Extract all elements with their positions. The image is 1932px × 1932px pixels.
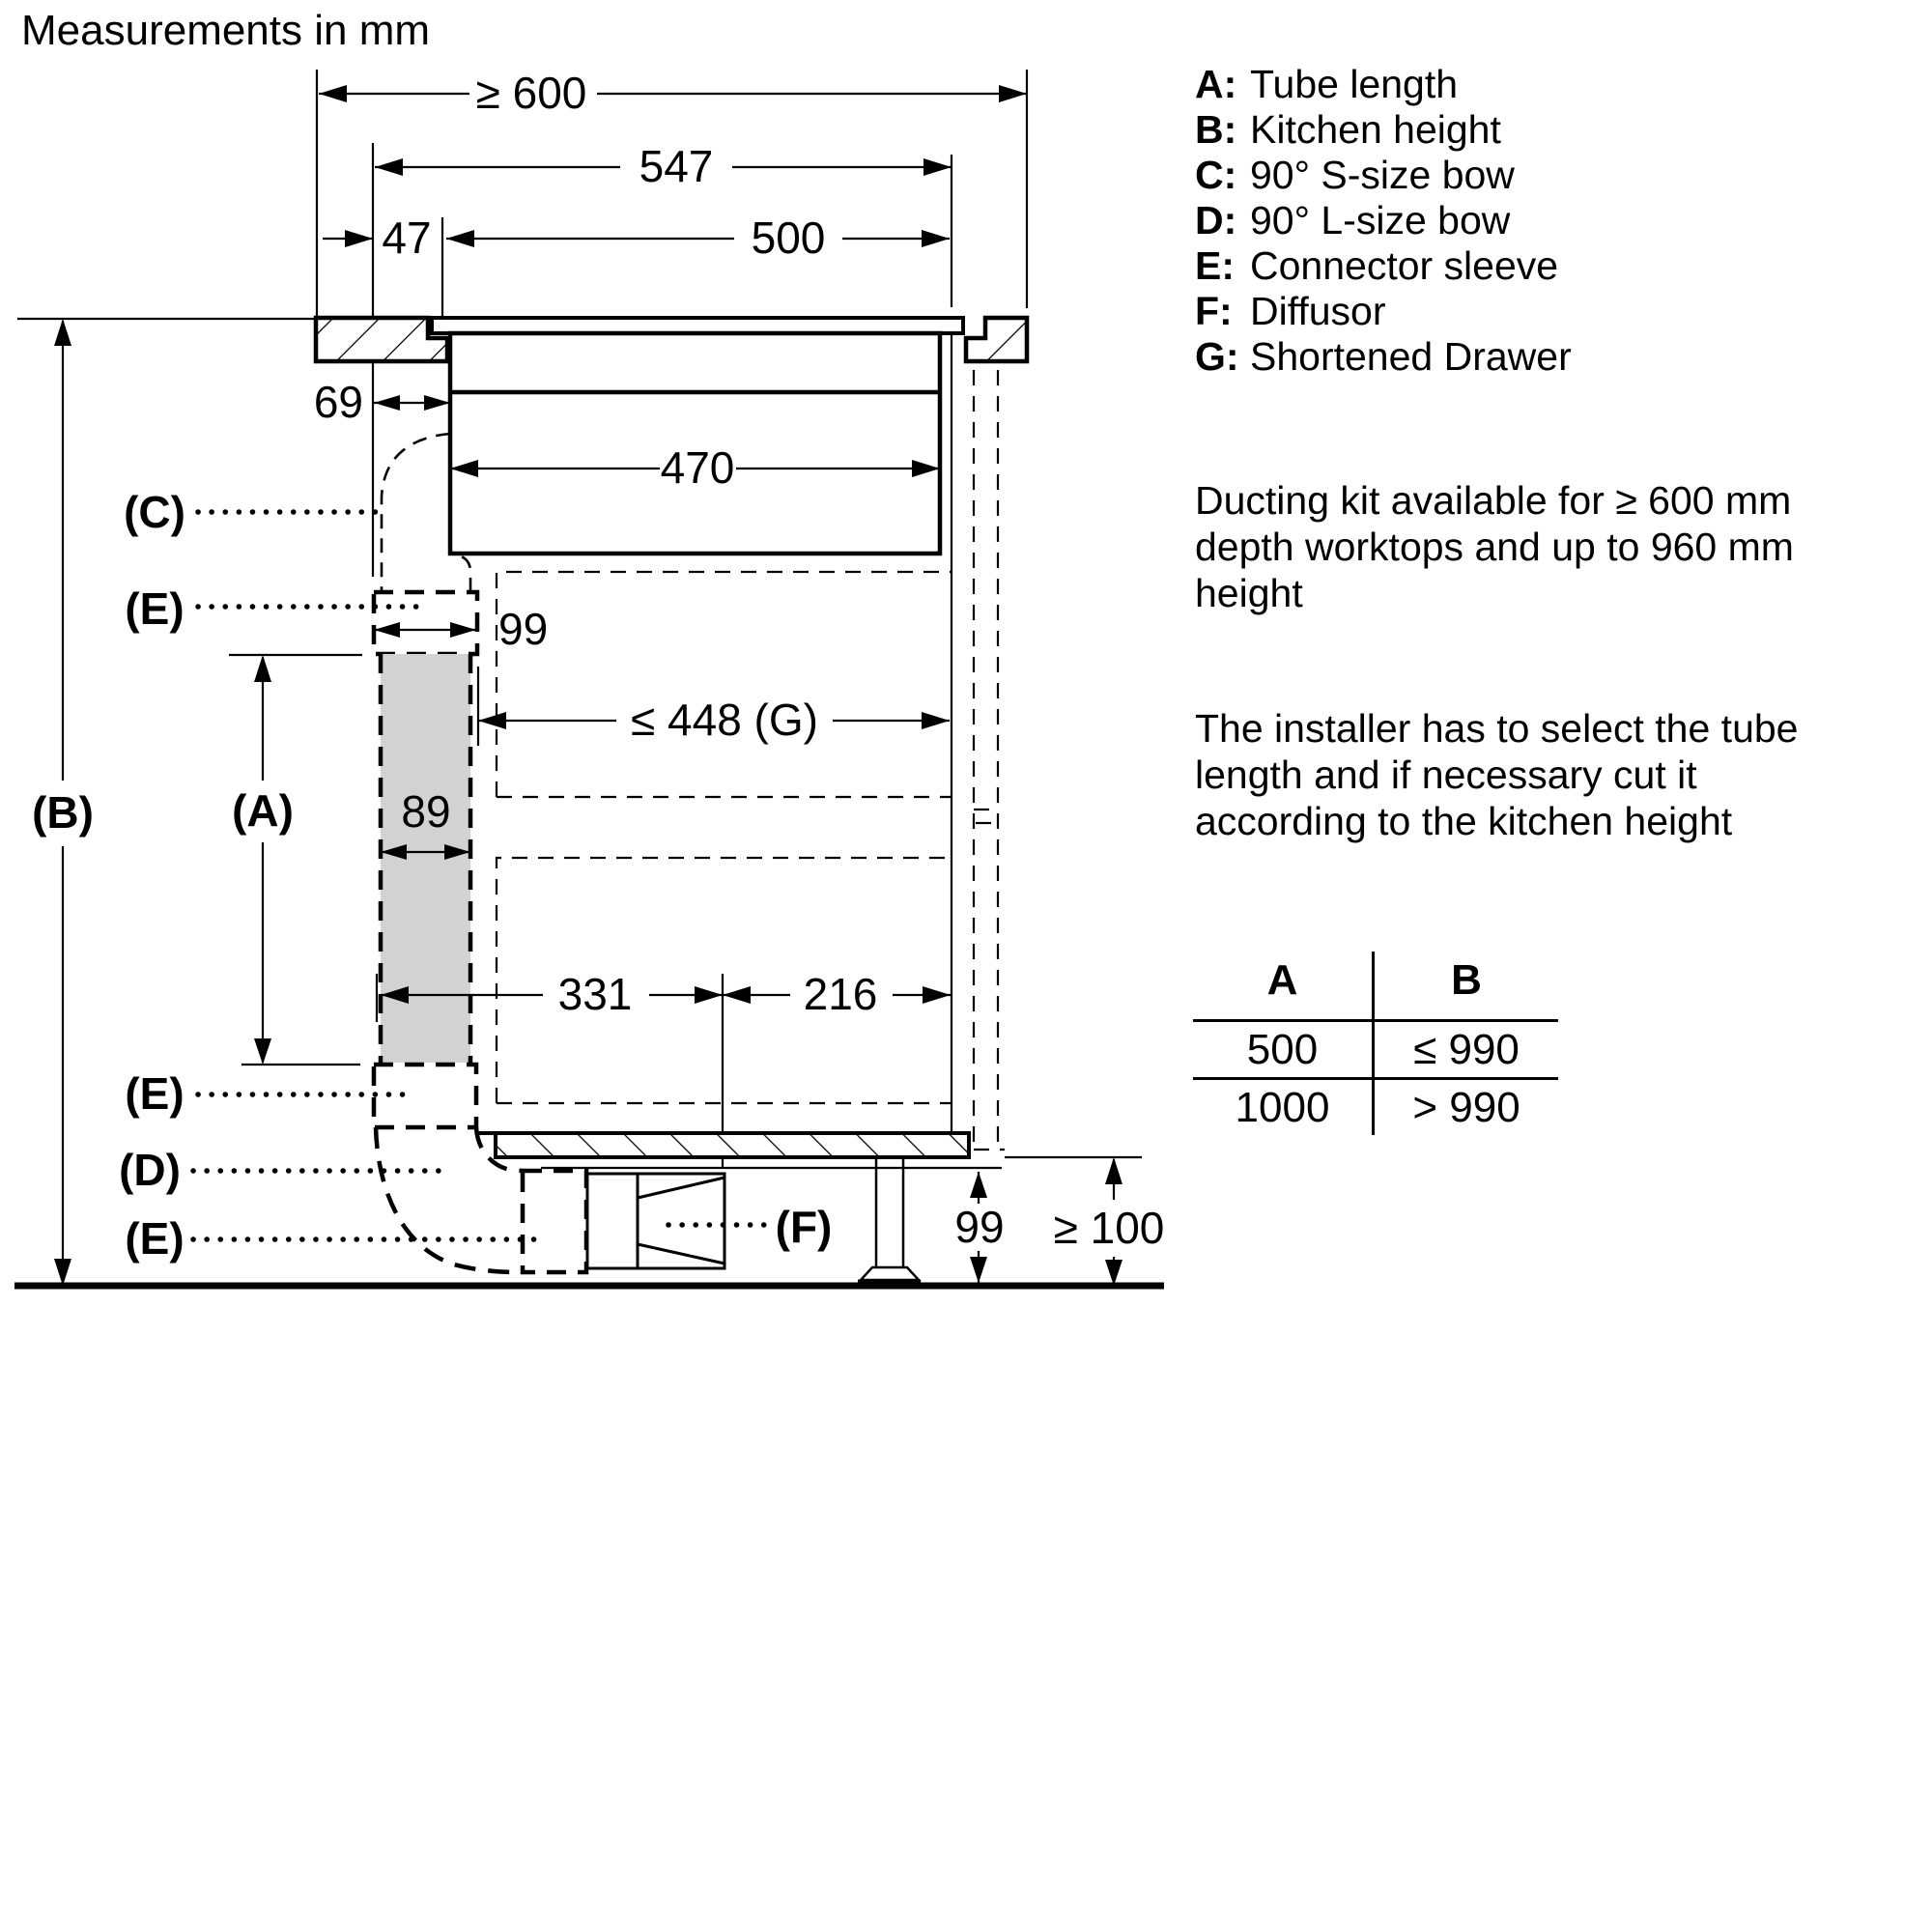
tube-length-table	[1193, 952, 1558, 1135]
legend-item-D: D: 90° L-size bow	[1195, 198, 1511, 242]
drawer-outlines	[497, 572, 952, 1103]
dim-flange-width: 547	[639, 141, 714, 191]
callout-C: (C)	[124, 487, 185, 537]
legend	[1195, 62, 1572, 380]
table-header-B: B	[1451, 956, 1482, 1004]
dim-front-offset: 47	[382, 213, 432, 263]
callout-B: (B)	[32, 787, 94, 838]
diffusor	[587, 1174, 724, 1268]
callout-A: (A)	[232, 785, 294, 836]
table-header-row	[1193, 952, 1558, 1019]
table-row: 500 ≤ 990	[1193, 1019, 1558, 1077]
table-row: 1000 > 990	[1193, 1077, 1558, 1135]
connector-sleeve-top	[374, 592, 477, 654]
worktop-section	[316, 318, 1027, 361]
page-title: Measurements in mm	[21, 7, 431, 54]
note-ducting-kit: Ducting kit available for ≥ 600 mm depth worktops and up to 960 mm height	[1195, 478, 1794, 615]
legend-item-G: G: Shortened Drawer	[1195, 334, 1572, 379]
connector-sleeve-bottom	[523, 1171, 586, 1272]
dim-body-width: 470	[660, 442, 735, 493]
callout-E-middle: (E)	[125, 1068, 185, 1119]
rear-duct-channel	[974, 370, 1005, 1150]
callout-E-top: (E)	[125, 583, 185, 634]
dim-cutout-width: 500	[751, 213, 826, 263]
tube	[381, 654, 470, 1063]
dim-drawer-depth: ≤ 448 (G)	[631, 695, 818, 745]
note-installer: The installer has to select the tube length and if necessary cut it according to the kitchen height	[1195, 706, 1799, 843]
dim-tube-width: 89	[401, 786, 451, 837]
legend-item-C: C: 90° S-size bow	[1195, 153, 1515, 197]
legend-item-A: A: Tube length	[1195, 62, 1459, 106]
s-size-bow	[382, 434, 470, 592]
cabinet-shelf	[476, 1133, 969, 1157]
legend-item-B: B: Kitchen height	[1195, 107, 1501, 152]
dimension-arrowheads	[54, 85, 1122, 1286]
callout-leaders	[193, 512, 768, 1239]
legend-item-F: F: Diffusor	[1195, 289, 1386, 333]
legend-item-E: E: Connector sleeve	[1195, 243, 1559, 288]
dim-worktop-depth: ≥ 600	[475, 68, 587, 118]
dim-floor-clearance: ≥ 100	[1053, 1203, 1165, 1253]
plinth-leg	[858, 1157, 921, 1283]
dimension-lines	[63, 94, 1114, 1284]
table-header-A: A	[1193, 952, 1375, 1019]
hob-flange	[432, 318, 963, 333]
callout-E-bottom: (E)	[125, 1213, 185, 1264]
dim-diffusor-height: 99	[954, 1202, 1005, 1252]
dim-outlet-to-wall: 216	[803, 969, 878, 1019]
shortened-drawer-outline	[497, 572, 952, 797]
callout-D: (D)	[119, 1145, 181, 1195]
worktop-right-block	[966, 318, 1027, 361]
dim-sleeve-width: 99	[498, 604, 549, 654]
callout-F: (F)	[775, 1202, 833, 1252]
dim-duct-offset: 69	[313, 377, 363, 427]
worktop-left-block	[316, 318, 447, 361]
dim-outlet-offset: 331	[557, 969, 633, 1019]
